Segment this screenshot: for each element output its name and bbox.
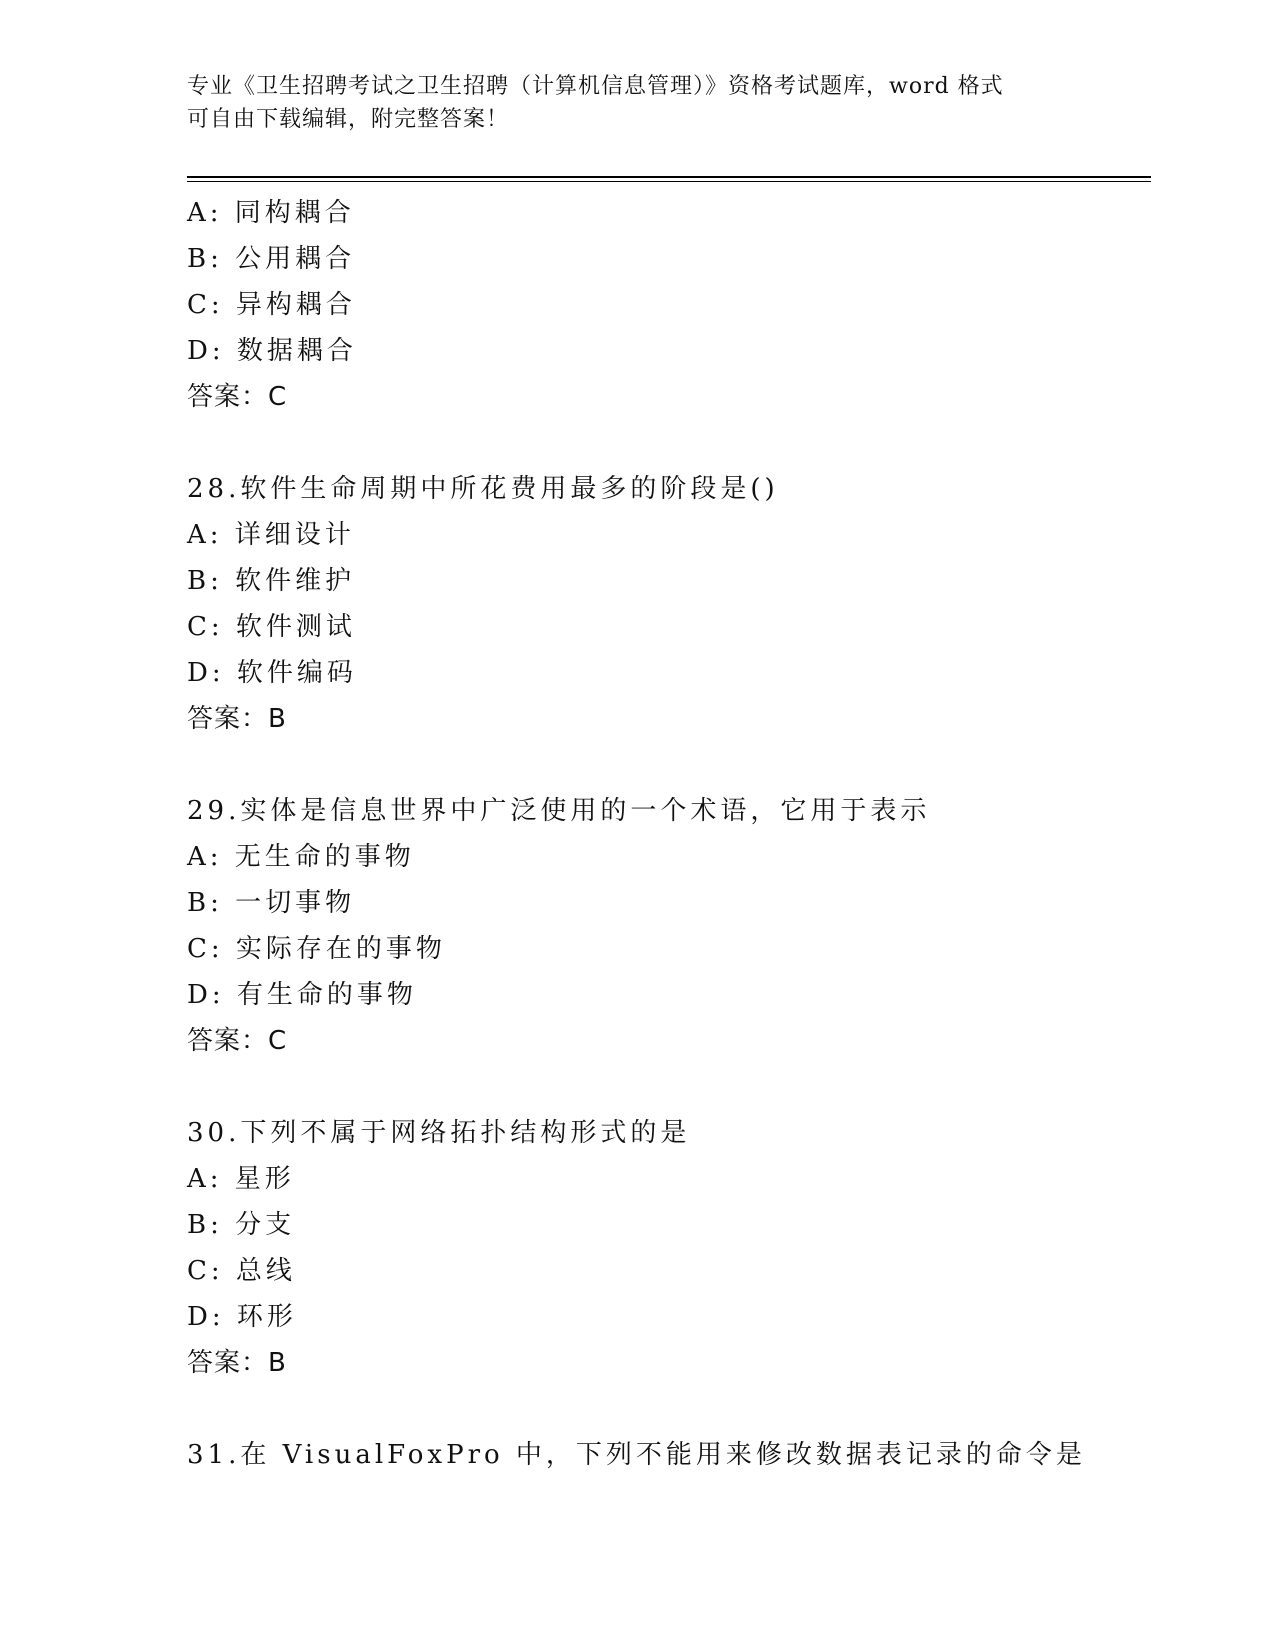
option-c: C: 软件测试	[187, 612, 356, 642]
document-header	[187, 70, 1087, 136]
question-stem: 31.在 VisualFoxPro 中，下列不能用来修改数据表记录的命令是	[187, 1440, 1086, 1470]
answer-line: 答案：B	[187, 1348, 287, 1378]
option-c: C: 实际存在的事物	[187, 934, 446, 964]
question-stem: 30.下列不属于网络拓扑结构形式的是	[187, 1118, 691, 1148]
header-divider-thick	[187, 176, 1151, 178]
option-c: C: 总线	[187, 1256, 296, 1286]
option-c: C: 异构耦合	[187, 290, 356, 320]
header-line-2: 可自由下载编辑，附完整答案！	[187, 107, 510, 132]
option-a: A: 无生命的事物	[187, 842, 415, 872]
option-a: A: 详细设计	[187, 520, 355, 550]
option-b: B: 公用耦合	[187, 244, 356, 274]
header-divider-thin	[187, 181, 1151, 182]
option-b: B: 一切事物	[187, 888, 356, 918]
question-list	[187, 190, 1147, 1478]
answer-line: 答案：C	[187, 1026, 288, 1056]
answer-line: 答案：B	[187, 704, 287, 734]
option-a: A: 星形	[187, 1164, 295, 1194]
option-d: D: 数据耦合	[187, 336, 357, 366]
question-stem: 28.软件生命周期中所花费用最多的阶段是()	[187, 474, 779, 504]
option-b: B: 分支	[187, 1210, 296, 1240]
option-d: D: 软件编码	[187, 658, 357, 688]
question-stem: 29.实体是信息世界中广泛使用的一个术语，它用于表示	[187, 796, 931, 826]
option-d: D: 有生命的事物	[187, 980, 417, 1010]
option-a: A: 同构耦合	[187, 198, 355, 228]
option-d: D: 环形	[187, 1302, 297, 1332]
option-b: B: 软件维护	[187, 566, 356, 596]
header-line-1: 专业《卫生招聘考试之卫生招聘（计算机信息管理）》资格考试题库，word 格式	[187, 74, 1004, 99]
answer-line: 答案：C	[187, 382, 288, 412]
